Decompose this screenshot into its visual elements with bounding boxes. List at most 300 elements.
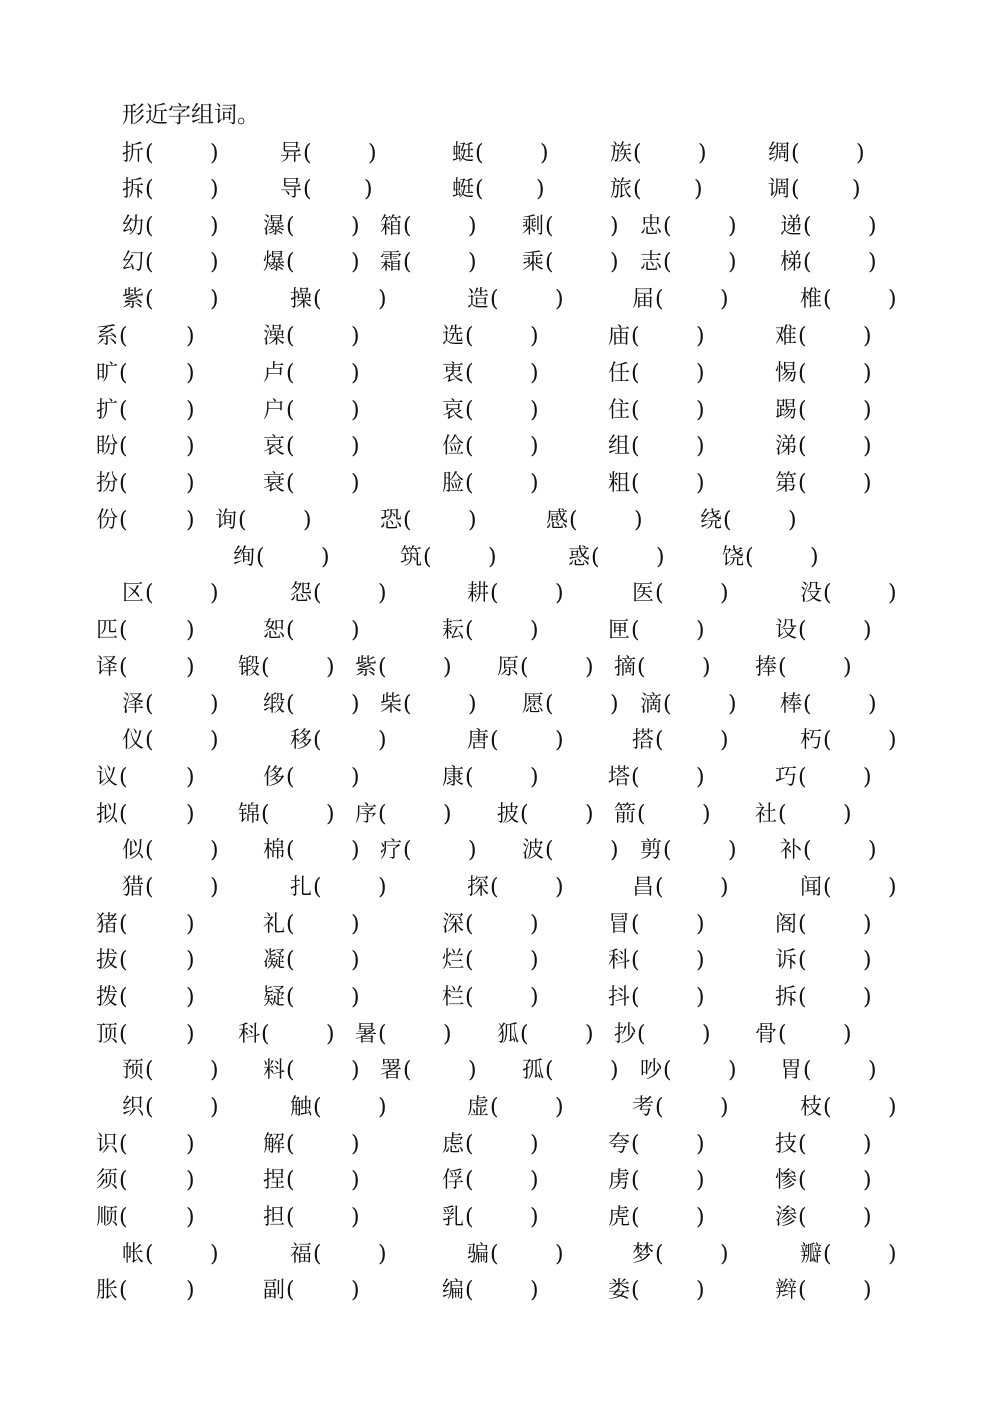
close-paren: ) <box>364 177 373 202</box>
close-paren: ) <box>868 692 877 717</box>
open-paren: ( <box>803 214 812 239</box>
character: 恐 <box>380 508 403 533</box>
open-paren: ( <box>520 1022 529 1047</box>
character: 绸 <box>768 141 791 166</box>
word-item <box>238 800 334 830</box>
character: 愿 <box>522 692 545 717</box>
word-item <box>122 1093 218 1123</box>
word-item <box>608 1276 704 1306</box>
close-paren: ) <box>210 177 219 202</box>
word-item <box>122 690 218 720</box>
close-paren: ) <box>210 287 219 312</box>
open-paren: ( <box>490 287 499 312</box>
close-paren: ) <box>186 618 195 643</box>
character: 昌 <box>632 875 655 900</box>
character: 似 <box>122 838 145 863</box>
word-item <box>608 1166 704 1196</box>
word-item <box>608 1203 704 1233</box>
word-item <box>640 248 736 278</box>
word-item <box>96 1276 194 1306</box>
open-paren: ( <box>663 838 672 863</box>
word-item <box>467 285 563 315</box>
close-paren: ) <box>696 471 705 496</box>
word-item <box>610 175 702 205</box>
character: 侈 <box>263 765 286 790</box>
character: 顶 <box>96 1022 119 1047</box>
word-item <box>780 248 876 278</box>
character: 涕 <box>775 434 798 459</box>
word-row <box>0 432 993 464</box>
character: 绕 <box>700 508 723 533</box>
character: 栏 <box>442 985 465 1010</box>
open-paren: ( <box>119 948 128 973</box>
open-paren: ( <box>637 802 646 827</box>
character: 技 <box>775 1132 798 1157</box>
word-item <box>263 763 359 793</box>
word-row <box>0 175 993 207</box>
open-paren: ( <box>119 655 128 680</box>
word-item <box>263 1056 359 1086</box>
character: 惕 <box>775 361 798 386</box>
close-paren: ) <box>843 1022 852 1047</box>
word-item <box>215 506 311 536</box>
character: 拔 <box>96 948 119 973</box>
close-paren: ) <box>555 287 564 312</box>
word-row <box>0 248 993 280</box>
character: 凝 <box>263 948 286 973</box>
word-item <box>775 322 871 352</box>
word-item <box>263 248 359 278</box>
open-paren: ( <box>145 728 154 753</box>
word-item <box>238 653 334 683</box>
open-paren: ( <box>798 1205 807 1230</box>
close-paren: ) <box>696 985 705 1010</box>
word-item <box>380 506 476 536</box>
open-paren: ( <box>403 692 412 717</box>
close-paren: ) <box>702 1022 711 1047</box>
character: 旷 <box>96 361 119 386</box>
word-item <box>280 175 372 205</box>
close-paren: ) <box>186 912 195 937</box>
close-paren: ) <box>210 250 219 275</box>
character: 拆 <box>775 985 798 1010</box>
close-paren: ) <box>863 1205 872 1230</box>
word-item <box>780 690 876 720</box>
word-item <box>640 690 736 720</box>
close-paren: ) <box>210 838 219 863</box>
close-paren: ) <box>351 214 360 239</box>
open-paren: ( <box>655 875 664 900</box>
word-item <box>768 139 864 169</box>
open-paren: ( <box>631 948 640 973</box>
word-item <box>442 432 538 462</box>
word-item <box>442 1166 538 1196</box>
close-paren: ) <box>530 324 539 349</box>
open-paren: ( <box>798 1132 807 1157</box>
open-paren: ( <box>803 692 812 717</box>
close-paren: ) <box>326 802 335 827</box>
character: 户 <box>263 398 286 423</box>
close-paren: ) <box>696 361 705 386</box>
character: 娄 <box>608 1278 631 1303</box>
word-item <box>522 212 618 242</box>
close-paren: ) <box>530 985 539 1010</box>
character: 紫 <box>122 287 145 312</box>
character: 难 <box>775 324 798 349</box>
close-paren: ) <box>488 545 497 570</box>
open-paren: ( <box>261 1022 270 1047</box>
close-paren: ) <box>555 581 564 606</box>
character: 疑 <box>263 985 286 1010</box>
open-paren: ( <box>145 875 154 900</box>
word-item <box>290 579 386 609</box>
word-row <box>0 1056 993 1088</box>
close-paren: ) <box>351 618 360 643</box>
open-paren: ( <box>286 214 295 239</box>
close-paren: ) <box>351 985 360 1010</box>
open-paren: ( <box>520 655 529 680</box>
word-item <box>96 653 194 683</box>
open-paren: ( <box>403 250 412 275</box>
close-paren: ) <box>610 692 619 717</box>
character: 暑 <box>355 1022 378 1047</box>
word-row <box>0 1276 993 1308</box>
word-item <box>96 616 194 646</box>
word-item <box>96 1203 194 1233</box>
close-paren: ) <box>536 177 545 202</box>
character: 调 <box>768 177 791 202</box>
close-paren: ) <box>378 875 387 900</box>
open-paren: ( <box>145 581 154 606</box>
character: 哀 <box>263 434 286 459</box>
character: 锻 <box>238 655 261 680</box>
character: 科 <box>608 948 631 973</box>
character: 冒 <box>608 912 631 937</box>
close-paren: ) <box>585 802 594 827</box>
open-paren: ( <box>545 250 554 275</box>
open-paren: ( <box>286 912 295 937</box>
close-paren: ) <box>530 398 539 423</box>
open-paren: ( <box>798 361 807 386</box>
open-paren: ( <box>119 1205 128 1230</box>
open-paren: ( <box>490 1095 499 1120</box>
word-item <box>546 506 642 536</box>
word-item <box>608 469 704 499</box>
word-item <box>522 690 618 720</box>
character: 第 <box>775 471 798 496</box>
character: 胀 <box>96 1278 119 1303</box>
close-paren: ) <box>720 728 729 753</box>
character: 棉 <box>263 838 286 863</box>
character: 幼 <box>122 214 145 239</box>
open-paren: ( <box>145 287 154 312</box>
open-paren: ( <box>465 324 474 349</box>
close-paren: ) <box>868 838 877 863</box>
character: 递 <box>780 214 803 239</box>
character: 唐 <box>467 728 490 753</box>
word-row <box>0 873 993 905</box>
character: 诉 <box>775 948 798 973</box>
open-paren: ( <box>303 177 312 202</box>
word-item <box>640 212 736 242</box>
word-item <box>568 543 664 573</box>
close-paren: ) <box>863 1278 872 1303</box>
word-item <box>610 139 706 169</box>
character: 届 <box>632 287 655 312</box>
word-item <box>775 1276 871 1306</box>
close-paren: ) <box>378 287 387 312</box>
word-row <box>0 946 993 978</box>
open-paren: ( <box>465 471 474 496</box>
word-item <box>632 1240 728 1270</box>
character: 询 <box>215 508 238 533</box>
word-item <box>380 212 476 242</box>
character: 社 <box>755 802 778 827</box>
character: 抖 <box>608 985 631 1010</box>
open-paren: ( <box>798 434 807 459</box>
character: 组 <box>608 434 631 459</box>
character: 拟 <box>96 802 119 827</box>
close-paren: ) <box>378 1242 387 1267</box>
open-paren: ( <box>663 1058 672 1083</box>
word-row <box>0 322 993 354</box>
open-paren: ( <box>465 361 474 386</box>
close-paren: ) <box>468 214 477 239</box>
open-paren: ( <box>823 581 832 606</box>
word-item <box>122 139 218 169</box>
word-item <box>700 506 796 536</box>
open-paren: ( <box>145 1095 154 1120</box>
character: 康 <box>442 765 465 790</box>
word-item <box>800 1093 896 1123</box>
close-paren: ) <box>351 1168 360 1193</box>
close-paren: ) <box>696 1132 705 1157</box>
word-item <box>238 1020 334 1050</box>
word-item <box>775 1130 871 1160</box>
open-paren: ( <box>490 1242 499 1267</box>
word-item <box>755 653 851 683</box>
close-paren: ) <box>351 471 360 496</box>
open-paren: ( <box>119 1132 128 1157</box>
close-paren: ) <box>843 802 852 827</box>
word-item <box>442 946 538 976</box>
character: 塔 <box>608 765 631 790</box>
word-item <box>497 800 593 830</box>
character: 选 <box>442 324 465 349</box>
character: 狐 <box>497 1022 520 1047</box>
open-paren: ( <box>798 471 807 496</box>
word-item <box>497 1020 593 1050</box>
open-paren: ( <box>465 618 474 643</box>
word-row <box>0 1203 993 1235</box>
word-item <box>608 1130 704 1160</box>
close-paren: ) <box>186 655 195 680</box>
word-item <box>96 322 194 352</box>
word-item <box>800 579 896 609</box>
open-paren: ( <box>631 324 640 349</box>
open-paren: ( <box>655 1242 664 1267</box>
character: 福 <box>290 1242 313 1267</box>
open-paren: ( <box>286 618 295 643</box>
close-paren: ) <box>868 1058 877 1083</box>
close-paren: ) <box>351 948 360 973</box>
character: 胃 <box>780 1058 803 1083</box>
word-item <box>96 983 194 1013</box>
close-paren: ) <box>351 324 360 349</box>
word-item <box>122 579 218 609</box>
close-paren: ) <box>810 545 819 570</box>
open-paren: ( <box>378 802 387 827</box>
character: 料 <box>263 1058 286 1083</box>
open-paren: ( <box>403 838 412 863</box>
word-row <box>0 396 993 428</box>
close-paren: ) <box>530 948 539 973</box>
close-paren: ) <box>555 1095 564 1120</box>
word-item <box>775 910 871 940</box>
word-item <box>263 1276 359 1306</box>
character: 饶 <box>722 545 745 570</box>
word-item <box>380 248 476 278</box>
open-paren: ( <box>465 1168 474 1193</box>
close-paren: ) <box>843 655 852 680</box>
character: 医 <box>632 581 655 606</box>
word-item <box>467 1240 563 1270</box>
close-paren: ) <box>863 912 872 937</box>
word-item <box>290 1093 386 1123</box>
open-paren: ( <box>119 985 128 1010</box>
character: 署 <box>380 1058 403 1083</box>
close-paren: ) <box>326 1022 335 1047</box>
word-item <box>442 910 538 940</box>
close-paren: ) <box>888 1095 897 1120</box>
close-paren: ) <box>186 361 195 386</box>
character: 匹 <box>96 618 119 643</box>
open-paren: ( <box>823 1095 832 1120</box>
word-item <box>775 469 871 499</box>
open-paren: ( <box>823 728 832 753</box>
character: 蜓 <box>452 177 475 202</box>
open-paren: ( <box>465 765 474 790</box>
word-item <box>122 285 218 315</box>
open-paren: ( <box>631 765 640 790</box>
close-paren: ) <box>186 1132 195 1157</box>
word-item <box>263 396 359 426</box>
character: 扎 <box>290 875 313 900</box>
character: 族 <box>610 141 633 166</box>
character: 俭 <box>442 434 465 459</box>
open-paren: ( <box>286 1168 295 1193</box>
close-paren: ) <box>852 177 861 202</box>
character: 虎 <box>608 1205 631 1230</box>
close-paren: ) <box>351 1132 360 1157</box>
word-item <box>122 836 218 866</box>
close-paren: ) <box>863 618 872 643</box>
word-row <box>0 836 993 868</box>
word-item <box>442 396 538 426</box>
open-paren: ( <box>490 875 499 900</box>
close-paren: ) <box>303 508 312 533</box>
open-paren: ( <box>286 838 295 863</box>
word-item <box>775 763 871 793</box>
open-paren: ( <box>803 838 812 863</box>
word-item <box>775 396 871 426</box>
close-paren: ) <box>210 214 219 239</box>
open-paren: ( <box>778 802 787 827</box>
open-paren: ( <box>119 324 128 349</box>
close-paren: ) <box>468 1058 477 1083</box>
word-item <box>452 139 548 169</box>
close-paren: ) <box>863 471 872 496</box>
word-item <box>442 1276 538 1306</box>
word-item <box>467 1093 563 1123</box>
character: 柴 <box>380 692 403 717</box>
character: 粗 <box>608 471 631 496</box>
open-paren: ( <box>465 434 474 459</box>
character: 扩 <box>96 398 119 423</box>
open-paren: ( <box>313 1242 322 1267</box>
character: 剩 <box>522 214 545 239</box>
close-paren: ) <box>863 434 872 459</box>
open-paren: ( <box>803 250 812 275</box>
character: 瀑 <box>263 214 286 239</box>
character: 骨 <box>755 1022 778 1047</box>
character: 拨 <box>96 985 119 1010</box>
character: 担 <box>263 1205 286 1230</box>
open-paren: ( <box>403 1058 412 1083</box>
close-paren: ) <box>696 618 705 643</box>
word-item <box>442 1130 538 1160</box>
word-item <box>122 212 218 242</box>
word-item <box>122 1240 218 1270</box>
word-item <box>632 1093 728 1123</box>
character: 序 <box>355 802 378 827</box>
close-paren: ) <box>530 1168 539 1193</box>
word-item <box>263 616 359 646</box>
open-paren: ( <box>490 581 499 606</box>
open-paren: ( <box>286 765 295 790</box>
open-paren: ( <box>631 1132 640 1157</box>
word-item <box>800 285 896 315</box>
word-item <box>632 285 728 315</box>
character: 捏 <box>263 1168 286 1193</box>
word-item <box>497 653 593 683</box>
word-row <box>0 139 993 171</box>
open-paren: ( <box>423 545 432 570</box>
character: 触 <box>290 1095 313 1120</box>
word-item <box>263 469 359 499</box>
character: 吵 <box>640 1058 663 1083</box>
character: 旅 <box>610 177 633 202</box>
character: 俘 <box>442 1168 465 1193</box>
character: 猪 <box>96 912 119 937</box>
close-paren: ) <box>186 1205 195 1230</box>
word-item <box>355 800 451 830</box>
close-paren: ) <box>351 912 360 937</box>
close-paren: ) <box>634 508 643 533</box>
word-item <box>122 1056 218 1086</box>
word-row <box>0 506 993 538</box>
close-paren: ) <box>863 398 872 423</box>
character: 庙 <box>608 324 631 349</box>
open-paren: ( <box>545 838 554 863</box>
open-paren: ( <box>286 361 295 386</box>
close-paren: ) <box>530 618 539 643</box>
open-paren: ( <box>791 141 800 166</box>
close-paren: ) <box>186 434 195 459</box>
character: 折 <box>122 141 145 166</box>
open-paren: ( <box>145 692 154 717</box>
open-paren: ( <box>378 1022 387 1047</box>
